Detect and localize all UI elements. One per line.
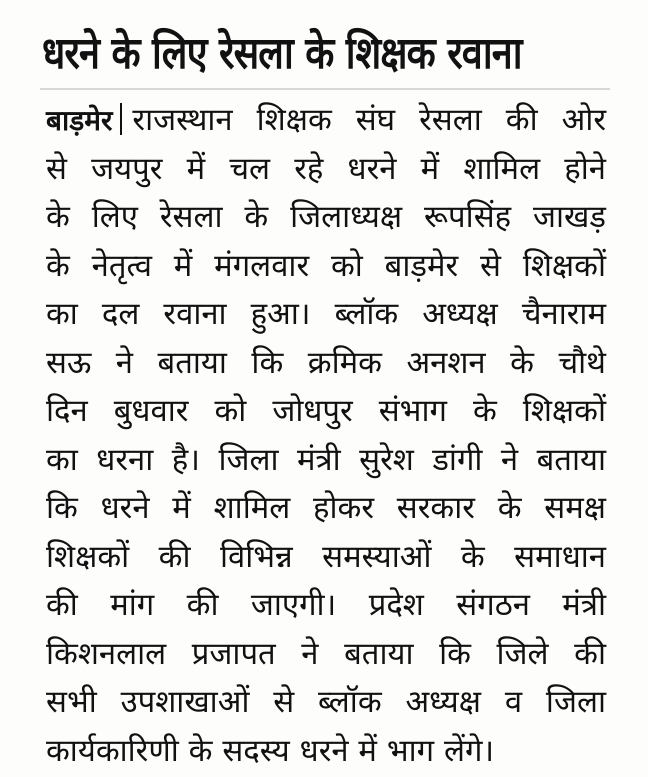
article-line: किशनलाल प्रजापत ने बताया कि जिले की [46, 635, 606, 672]
article-line: की मांग की जाएगी। प्रदेश संगठन मंत्री [46, 587, 606, 623]
article-line: का धरना है। जिला मंत्री सुरेश डांगी ने बताया [46, 441, 606, 478]
article-line: सभी उपशाखाओं से ब्लॉक अध्यक्ष व जिला [46, 684, 606, 720]
article-line: सऊ ने बताया कि क्रमिक अनशन के चौथे [46, 344, 606, 381]
article-line: के लिए रेसला के जिलाध्यक्ष रूपसिंह जाखड़ [46, 199, 606, 235]
article-line: शिक्षकों की विभिन्न समस्याओं के समाधान [46, 538, 606, 575]
article-line: कि धरने में शामिल होकर सरकार के समक्ष [46, 490, 606, 526]
article-line [46, 96, 606, 145]
article-line: से जयपुर में चल रहे धरने में शामिल होने [46, 150, 606, 187]
article-line-text: राजस्थान शिक्षक संघ रेसला की ओर [132, 102, 606, 138]
dateline-separator [120, 103, 122, 135]
article-line: दिन बुधवार को जोधपुर संभाग के शिक्षकों [46, 393, 606, 429]
headline: धरने के लिए रेसला के शिक्षक रवाना [42, 28, 522, 79]
headline-divider [40, 88, 610, 90]
dateline: बाड़मेर [46, 104, 113, 137]
article-body [46, 96, 606, 775]
article-line: कार्यकारिणी के सदस्य धरने में भाग लेंगे। [46, 732, 495, 769]
article-line: के नेतृत्व में मंगलवार को बाड़मेर से शिक्षकों [46, 247, 606, 284]
article-line: का दल रवाना हुआ। ब्लॉक अध्यक्ष चैनाराम [46, 296, 606, 332]
